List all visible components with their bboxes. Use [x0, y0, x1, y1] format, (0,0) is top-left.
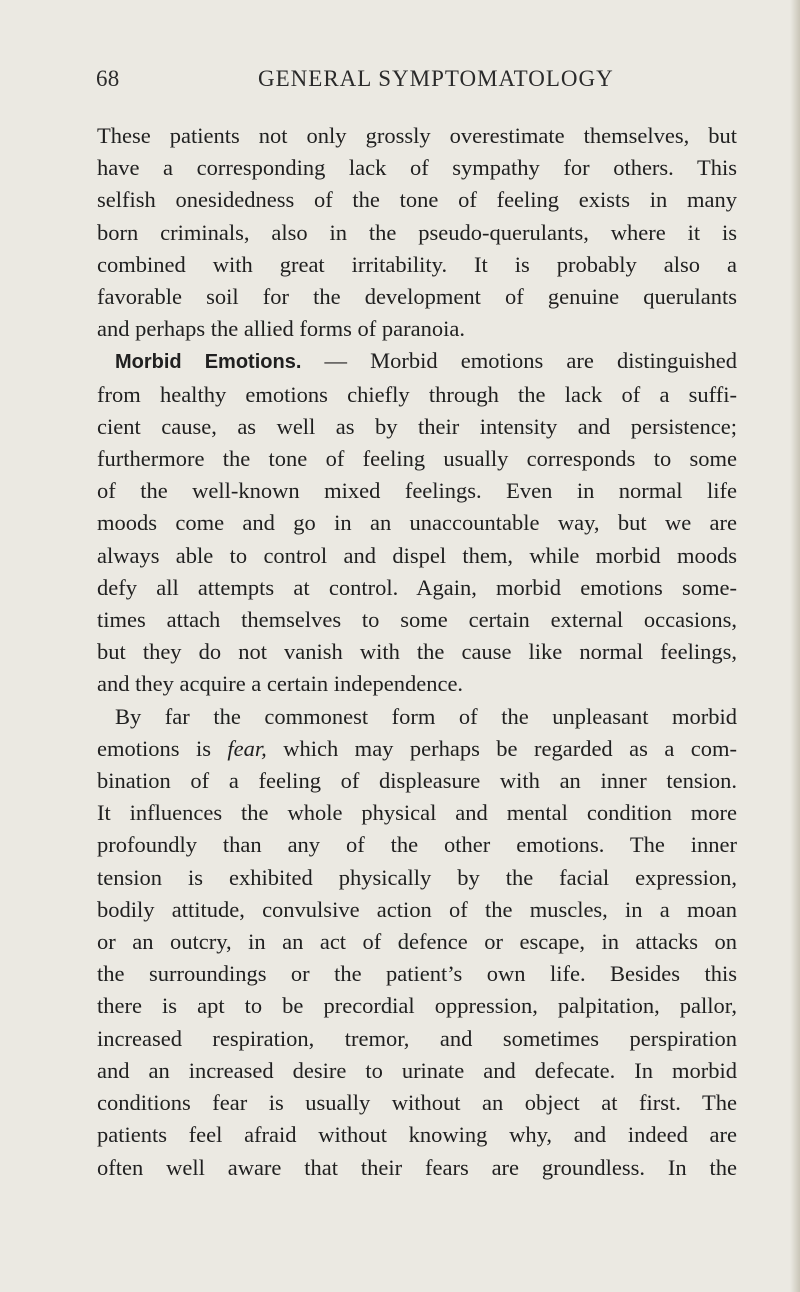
text-line: and they acquire a certain independence.	[97, 671, 464, 697]
text-line: often well aware that their fears are groundless. In the	[97, 1154, 737, 1180]
text-line: but they do not vanish with the cause like normal feelings,	[97, 639, 737, 665]
text-line: and perhaps the allied forms of paranoia.	[97, 316, 465, 342]
text-line: always able to control and dispel them, while morbid moods	[97, 542, 737, 568]
paragraph-1	[97, 120, 737, 345]
page-edge-shadow	[790, 0, 800, 1292]
text-line: of the well-known mixed feelings. Even in normal life	[97, 478, 737, 504]
section-heading: Morbid Emotions.	[115, 351, 302, 374]
text-line: furthermore the tone of feeling usually corresponds to some	[97, 446, 737, 472]
text-run: emotions is	[97, 735, 228, 761]
emphasized-word: fear,	[227, 735, 267, 761]
text-line: selfish onesidedness of the tone of feeling exists in many	[97, 187, 737, 213]
text-line: the surroundings or the patient’s own life. Besides this	[97, 961, 737, 987]
text-line: These patients not only grossly overestimate themselves, but	[97, 123, 737, 148]
text-line: increased respiration, tremor, and sometimes perspiration	[97, 1025, 737, 1051]
page-header	[96, 66, 710, 100]
text-line: from healthy emotions chiefly through the lack of a suffi-	[97, 381, 737, 407]
text-line: cient cause, as well as by their intensity and persistence;	[97, 413, 737, 439]
text-line: there is apt to be precordial oppression, palpitation, pallor,	[97, 993, 737, 1019]
text-line: patients feel afraid without knowing why, and indeed are	[97, 1122, 737, 1148]
page-number: 68	[96, 66, 120, 91]
text-run: Morbid emotions are distinguished	[370, 348, 738, 374]
text-line: combined with great irritability. It is probably also a	[97, 251, 737, 277]
text-line: have a corresponding lack of sympathy for others. This	[97, 155, 737, 181]
text-line: or an outcry, in an act of defence or escape, in attacks on	[97, 929, 737, 955]
text-line: bination of a feeling of displeasure with an inner tension.	[97, 768, 737, 794]
text-line: profoundly than any of the other emotions. The inner	[97, 832, 737, 858]
body-text	[97, 120, 737, 1184]
text-line: conditions fear is usually without an object at first. The	[97, 1090, 737, 1116]
text-line: born criminals, also in the pseudo-querulants, where it is	[97, 219, 737, 245]
text-run: which may perhaps be regarded as a com-	[266, 735, 737, 761]
paragraph-3	[97, 701, 737, 1184]
text-line: bodily attitude, convulsive action of the muscles, in a moan	[97, 896, 737, 922]
text-line: defy all attempts at control. Again, morbid emotions some-	[97, 574, 737, 600]
text-line: By far the commonest form of the unpleasant morbid	[115, 703, 737, 729]
text-line: moods come and go in an unaccountable way, but we are	[97, 510, 737, 536]
text-line-with-heading	[97, 345, 737, 378]
paragraph-2	[97, 345, 737, 700]
text-line: and an increased desire to urinate and defecate. In morbid	[97, 1057, 737, 1083]
running-head: GENERAL SYMPTOMATOLOGY	[258, 66, 614, 91]
heading-dash: —	[301, 348, 371, 374]
text-line-with-emphasis	[97, 733, 737, 765]
text-line: favorable soil for the development of genuine querulants	[97, 284, 737, 310]
text-line: tension is exhibited physically by the facial expression,	[97, 864, 737, 890]
text-line: times attach themselves to some certain external occasions,	[97, 607, 737, 633]
text-line: It influences the whole physical and mental condition more	[97, 800, 737, 826]
